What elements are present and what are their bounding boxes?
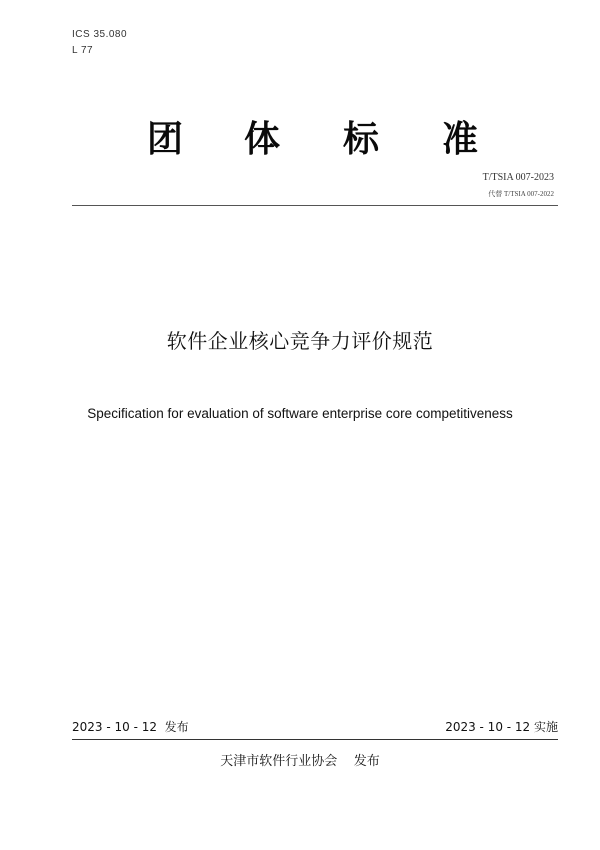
standard-type-char-3: 标 <box>343 119 380 160</box>
ccs-code: L 77 <box>72 45 94 56</box>
publisher: 天津市软件行业协会 发布 <box>220 754 380 769</box>
implement-date: 2023 - 10 - 12 实施 <box>445 720 558 734</box>
replaces-note: 代替 T/TSIA 007-2022 <box>488 190 554 198</box>
ics-code: ICS 35.080 <box>72 29 128 40</box>
standard-type-heading <box>0 112 600 168</box>
standard-number: T/TSIA 007-2023 <box>482 172 554 183</box>
title-chinese: 软件企业核心竞争力评价规范 <box>166 329 434 353</box>
footer-divider <box>72 739 558 740</box>
header-divider <box>72 205 558 206</box>
standard-type-char-2: 体 <box>244 119 281 160</box>
standard-type-char-4: 准 <box>442 119 479 160</box>
publish-date: 2023 - 10 - 12 发布 <box>72 720 189 734</box>
title-english: Specification for evaluation of software enterprise core competitiveness <box>87 406 513 421</box>
standard-type-char-1: 团 <box>147 119 184 160</box>
